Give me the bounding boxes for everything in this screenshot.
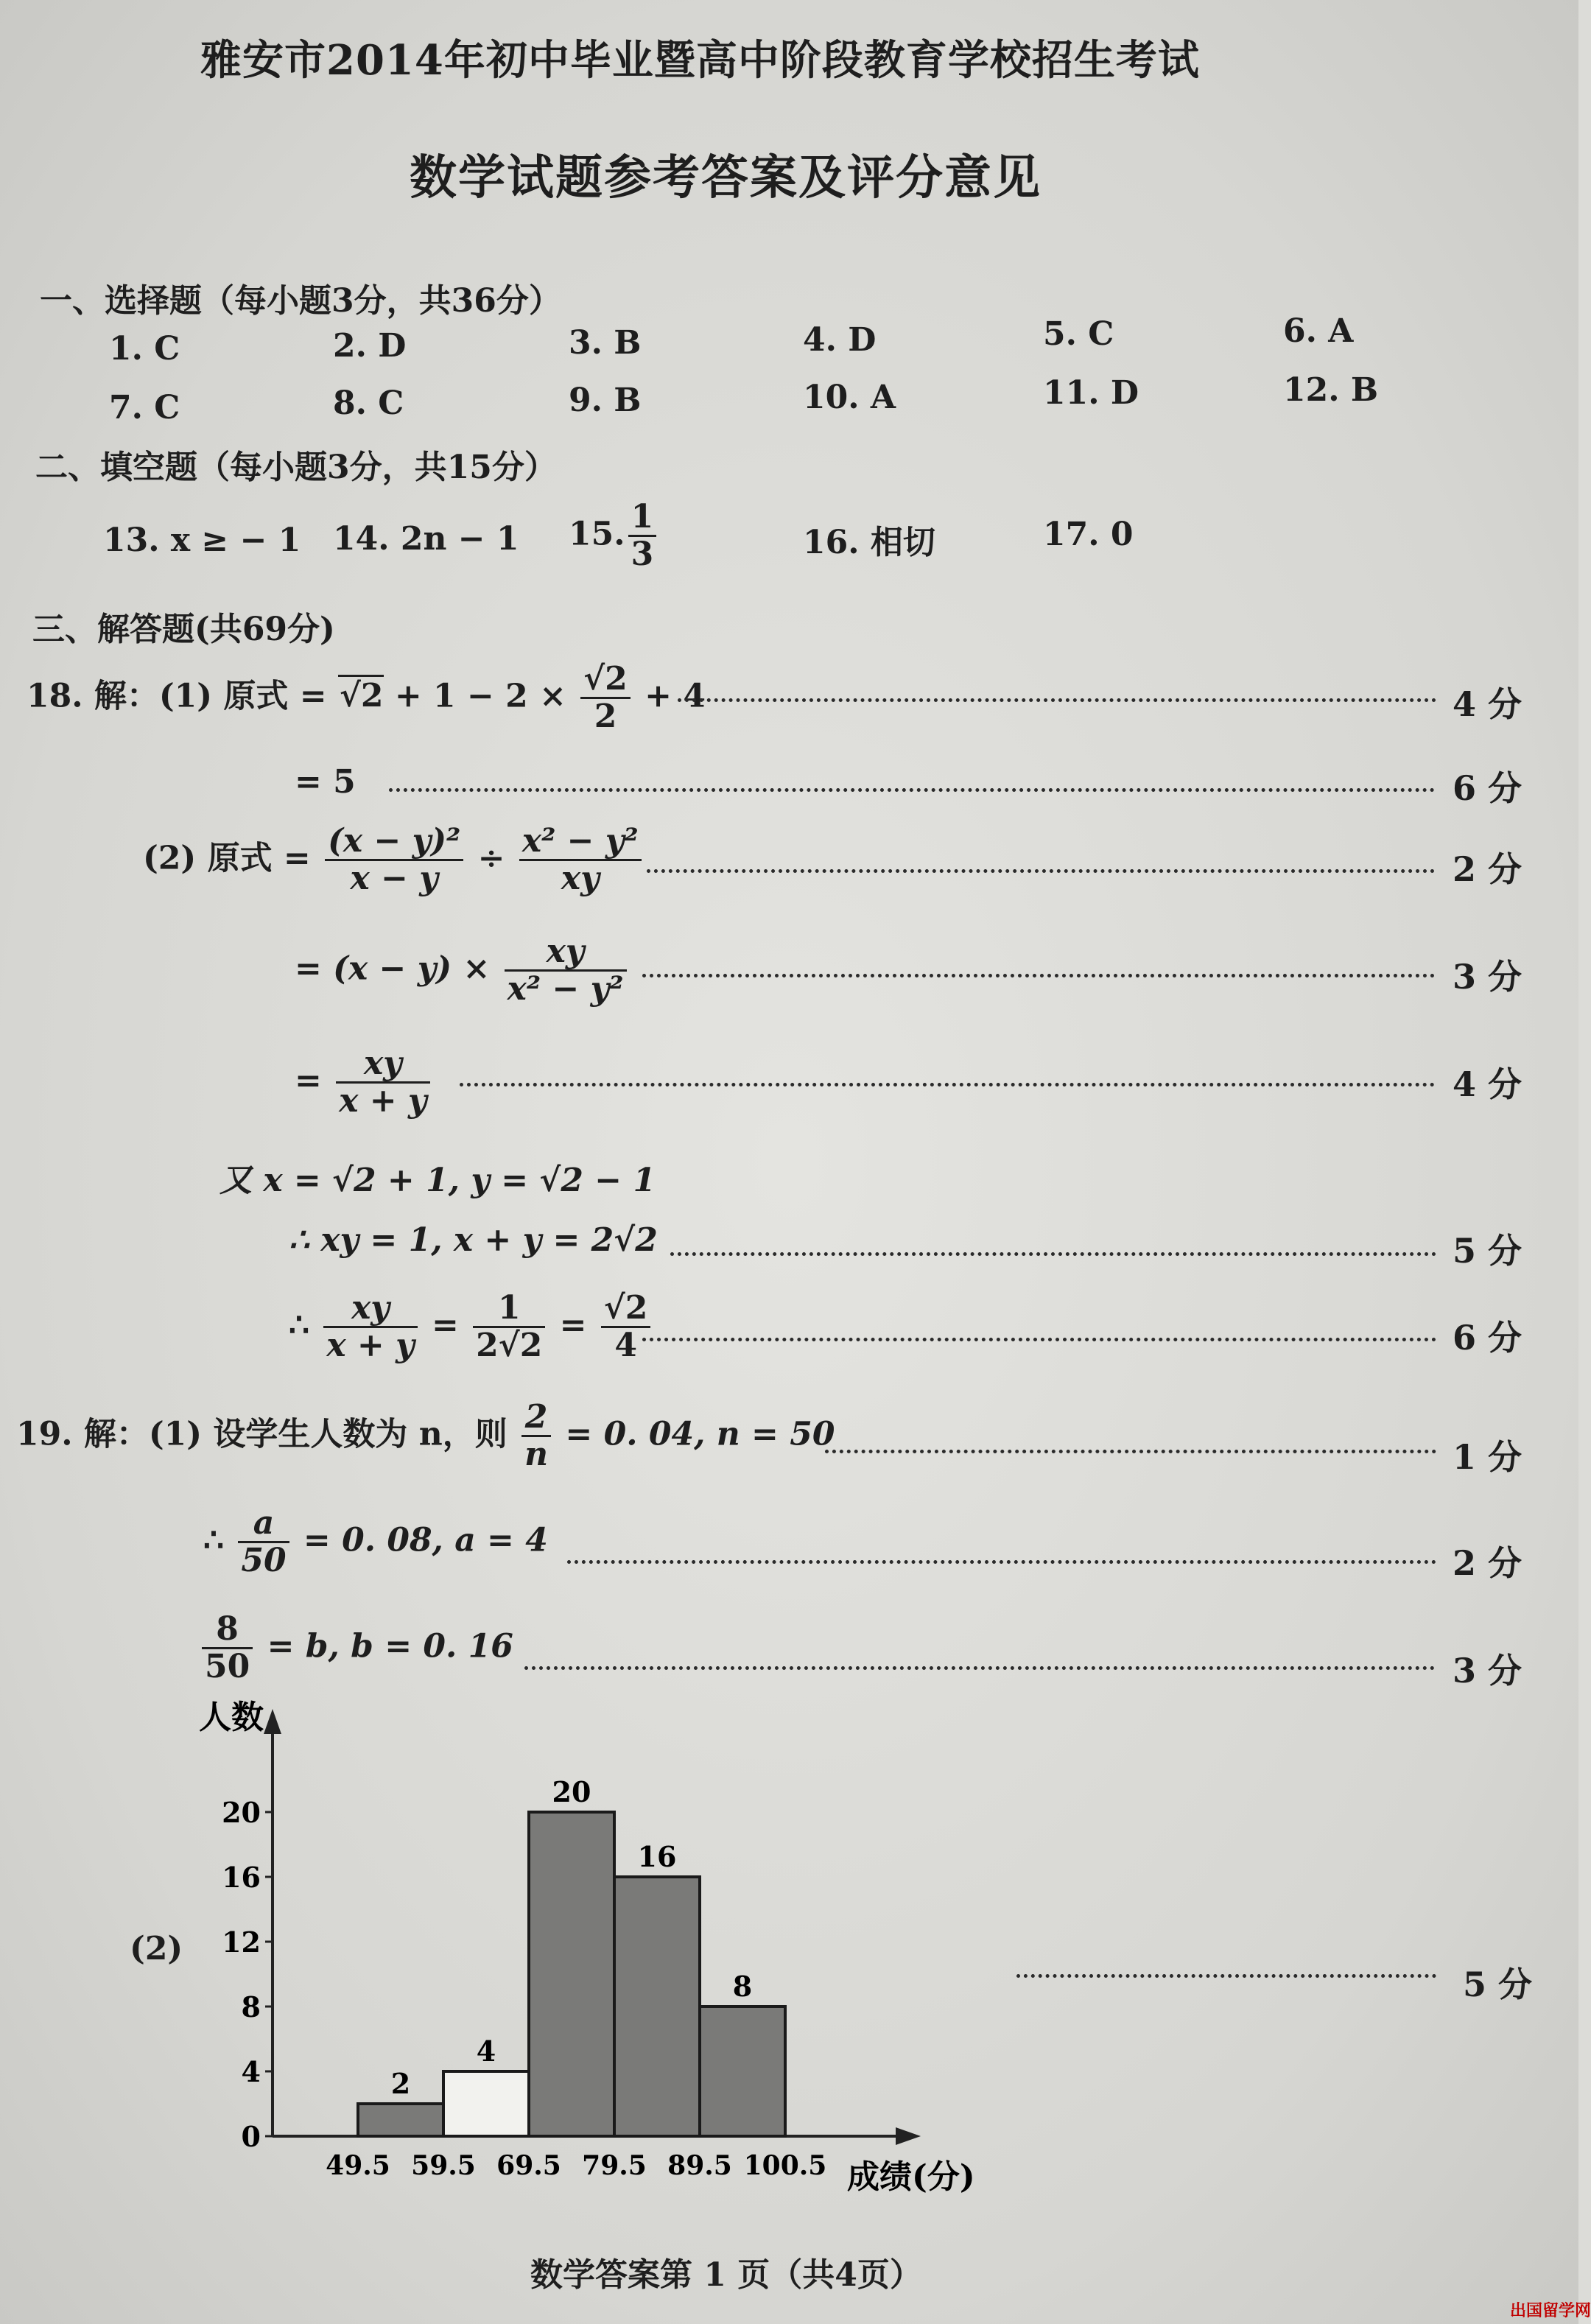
q18-fraction — [473, 1291, 545, 1364]
fraction-numerator: 1 — [473, 1291, 545, 1328]
q18-fraction — [505, 934, 627, 1008]
fraction-numerator: xy — [336, 1046, 429, 1084]
histogram-bar — [614, 1877, 700, 2136]
fraction-numerator: √2 — [580, 661, 631, 699]
q18-fraction — [601, 1291, 651, 1364]
section3-heading: 三、解答题(共69分) — [32, 611, 335, 648]
dotted-leader — [642, 1338, 1436, 1341]
q18-line7: ∴ xy = 1, x + y = 2√2 — [289, 1221, 658, 1259]
section2-heading: 二、填空题（每小题3分，共15分） — [35, 449, 557, 486]
y-axis-arrow-icon — [264, 1709, 281, 1734]
exam-title: 雅安市2014年初中毕业暨高中阶段教育学校招生考试 — [200, 36, 1200, 85]
fraction-denominator: x + y — [326, 1327, 415, 1365]
dotted-leader — [642, 974, 1435, 977]
histogram-bar — [443, 2071, 529, 2136]
dotted-leader — [1016, 1974, 1436, 1978]
dotted-leader — [567, 1560, 1436, 1564]
x-tick-label: 69.5 — [496, 2150, 561, 2181]
answer-17: 17. 0 — [1043, 516, 1134, 553]
q19-line2 — [203, 1506, 548, 1579]
bar-value-label: 2 — [390, 2067, 411, 2100]
q19-label: 19. 解：(1) 设学生人数为 n，则 — [16, 1415, 507, 1453]
histogram-bar — [358, 2104, 443, 2136]
dotted-leader — [678, 698, 1436, 702]
q19-result: = 0. 08, a = 4 — [303, 1521, 548, 1559]
score-2: 2 分 — [1453, 849, 1522, 889]
score-2: 2 分 — [1453, 1543, 1522, 1583]
x-tick-label: 89.5 — [667, 2150, 732, 2181]
answer-10: 10. A — [803, 379, 896, 416]
q18-line6: 又 x = √2 + 1, y = √2 − 1 — [219, 1162, 656, 1199]
answer-2: 2. D — [333, 327, 407, 365]
q18-line1 — [27, 661, 706, 735]
q18-fraction — [336, 1046, 429, 1120]
equals-sign: = — [431, 1306, 459, 1344]
answer-15-label: 15. — [569, 515, 625, 553]
histogram-bar — [700, 2007, 785, 2136]
y-tick-label: 20 — [222, 1796, 261, 1829]
q19-line3 — [199, 1612, 513, 1685]
q18-line4 — [295, 934, 630, 1008]
dotted-leader — [670, 1252, 1436, 1256]
page-footer: 数学答案第 1 页（共4页） — [530, 2256, 922, 2294]
score-3: 3 分 — [1453, 1651, 1522, 1691]
division-sign: ÷ — [477, 839, 505, 877]
q18-term-sqrt2: √2 — [338, 675, 384, 715]
q18-line3 — [143, 824, 645, 897]
score-1: 1 分 — [1453, 1437, 1522, 1477]
q19-result: = 0. 04, n = 50 — [565, 1415, 835, 1453]
fraction-numerator: √2 — [601, 1291, 651, 1328]
y-axis-label: 人数 — [199, 1699, 264, 1736]
site-watermark: 出国留学网 — [1510, 2302, 1591, 2320]
frequency-histogram — [169, 1699, 1009, 2210]
answer-16: 16. 相切 — [803, 524, 935, 561]
fraction-denominator: x + y — [339, 1082, 427, 1120]
x-axis-arrow-icon — [896, 2127, 921, 2145]
answer-9: 9. B — [569, 382, 642, 419]
bar-value-label: 16 — [637, 1840, 677, 1873]
fraction-denominator: 50 — [241, 1542, 287, 1580]
dotted-leader — [647, 869, 1435, 873]
answer-3: 3. B — [569, 324, 642, 362]
fraction-numerator: 2 — [521, 1400, 551, 1437]
fraction-denominator: x² − y² — [507, 970, 624, 1008]
bar-value-label: 8 — [732, 1970, 753, 2003]
x-tick-label: 59.5 — [411, 2150, 476, 2181]
x-tick-label: 49.5 — [326, 2150, 390, 2181]
q19-line1 — [16, 1400, 835, 1473]
answer-11: 11. D — [1043, 374, 1139, 412]
score-5: 5 分 — [1453, 1231, 1522, 1271]
dotted-leader — [825, 1450, 1436, 1453]
equals-sign: = — [295, 1061, 322, 1100]
answer-4: 4. D — [803, 321, 877, 359]
fraction-numerator: 8 — [202, 1612, 253, 1649]
x-tick-label: 100.5 — [743, 2150, 827, 2181]
bar-value-label: 4 — [476, 2035, 496, 2068]
fraction-numerator: 1 — [628, 499, 657, 537]
answer-12: 12. B — [1283, 371, 1379, 409]
answer-7: 7. C — [109, 389, 180, 426]
dotted-leader — [524, 1666, 1435, 1670]
fraction-denominator: 2 — [594, 698, 617, 736]
therefore-sign: ∴ — [289, 1306, 309, 1344]
answer-13: 13. x ≥ − 1 — [103, 522, 301, 559]
y-tick-label: 16 — [222, 1861, 261, 1894]
fraction-denominator: 4 — [614, 1327, 637, 1365]
fraction-denominator: 2√2 — [476, 1327, 543, 1365]
q18-term: = (x − y) × — [295, 949, 491, 988]
q18-line2: = 5 — [295, 763, 356, 801]
equals-sign: = — [559, 1306, 587, 1344]
answer-1: 1. C — [109, 330, 180, 368]
q18-part2-label: (2) 原式 = — [143, 839, 311, 877]
fraction-denominator: xy — [561, 860, 600, 898]
fraction-numerator: xy — [323, 1291, 417, 1328]
q19-fraction — [202, 1612, 253, 1685]
fraction-numerator: x² − y² — [519, 824, 642, 861]
y-tick-label: 8 — [241, 1990, 261, 2023]
x-tick-label: 79.5 — [582, 2150, 647, 2181]
q19-fraction — [521, 1400, 551, 1473]
fraction-numerator: xy — [505, 934, 627, 972]
bar-value-label: 20 — [552, 1775, 591, 1808]
q18-label: 18. 解：(1) 原式 = — [27, 677, 327, 715]
fraction-denominator: n — [524, 1436, 549, 1474]
q18-line8 — [289, 1291, 653, 1364]
answer-5: 5. C — [1043, 315, 1114, 353]
fraction-denominator: x − y — [350, 860, 438, 898]
score-5: 5 分 — [1463, 1965, 1533, 2004]
dotted-leader — [460, 1083, 1435, 1086]
histogram-bar — [529, 1812, 614, 2136]
q18-fraction — [519, 824, 642, 897]
q18-fraction — [325, 824, 463, 897]
q19-fraction — [238, 1506, 289, 1579]
q18-fraction — [323, 1291, 417, 1364]
answer-15 — [569, 499, 659, 573]
x-axis-label: 成绩(分) — [847, 2158, 975, 2196]
score-6: 6 分 — [1453, 1318, 1522, 1358]
q18-line5 — [295, 1046, 433, 1120]
y-tick-label: 0 — [241, 2120, 261, 2153]
score-3: 3 分 — [1453, 957, 1522, 997]
score-4: 4 分 — [1453, 684, 1522, 724]
q18-term-plus4: + 4 — [645, 677, 706, 715]
answer-14: 14. 2n − 1 — [333, 520, 519, 558]
q18-fraction — [580, 661, 631, 735]
therefore-sign: ∴ — [203, 1521, 224, 1559]
fraction-numerator: a — [238, 1506, 289, 1543]
score-4: 4 分 — [1453, 1064, 1522, 1104]
q18-term-op: + 1 − 2 × — [394, 677, 566, 715]
dotted-leader — [389, 788, 1435, 792]
section1-heading: 一、选择题（每小题3分，共36分） — [40, 282, 561, 320]
q19-result: = b, b = 0. 16 — [267, 1627, 513, 1665]
q19-part2-label: (2) — [130, 1930, 183, 1967]
y-tick-label: 12 — [222, 1925, 261, 1959]
y-tick-label: 4 — [241, 2055, 261, 2088]
answer-6: 6. A — [1283, 312, 1354, 350]
fraction-denominator: 3 — [631, 536, 654, 574]
fraction-numerator: (x − y)² — [325, 824, 463, 861]
fraction-denominator: 50 — [205, 1648, 250, 1686]
score-6: 6 分 — [1453, 768, 1522, 808]
answer-8: 8. C — [333, 385, 404, 422]
answer-key-title: 数学试题参考答案及评分意见 — [410, 150, 1042, 206]
answer-15-fraction — [628, 499, 657, 573]
